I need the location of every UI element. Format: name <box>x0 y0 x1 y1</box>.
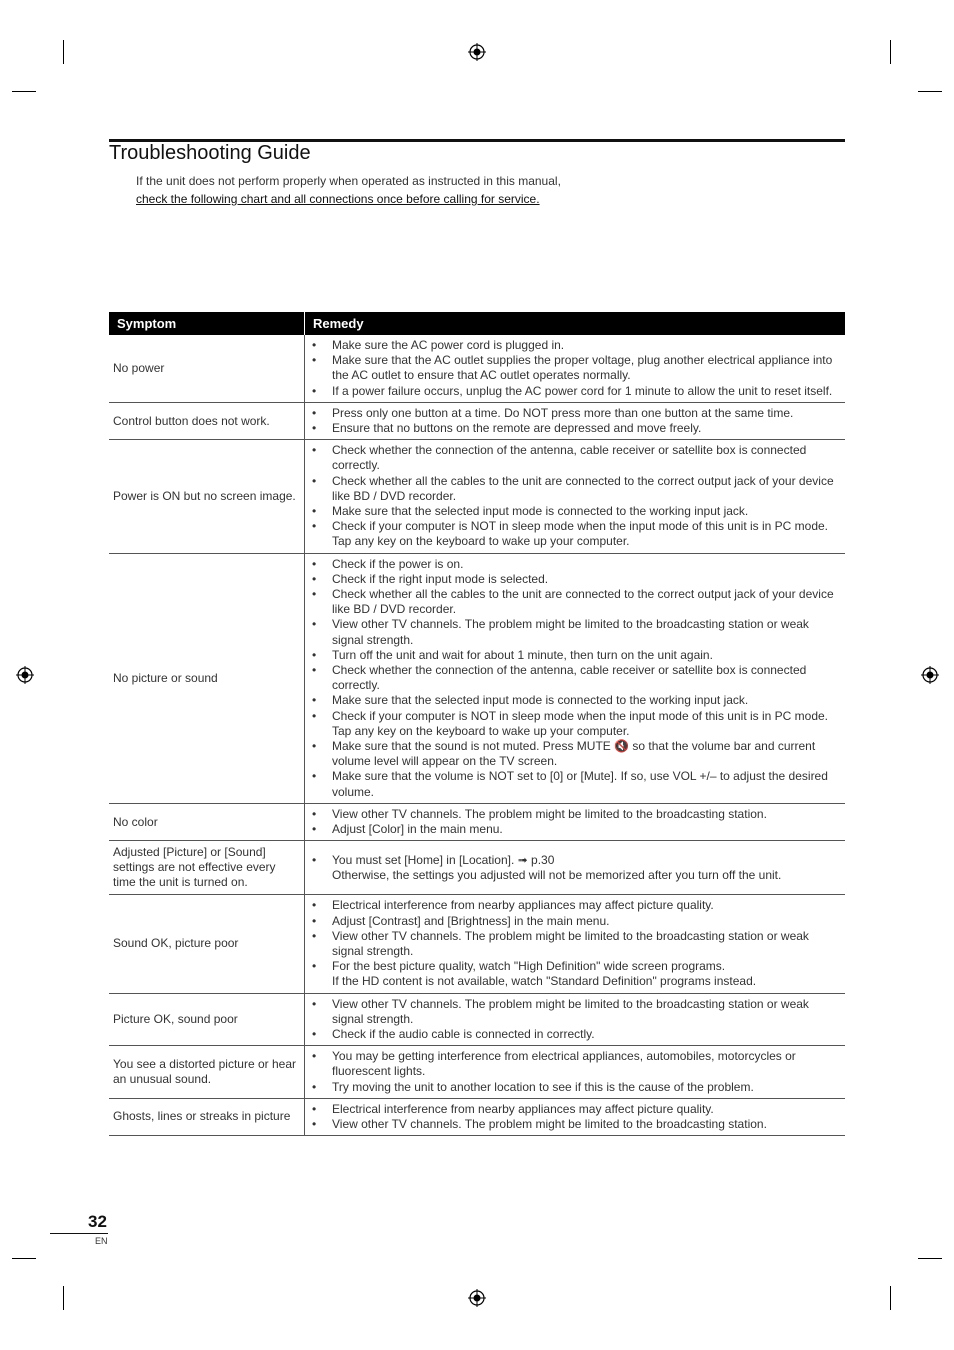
crop-mark <box>63 1286 64 1310</box>
remedy-item: • Check if your computer is NOT in sleep mode when the input mode of this unit is in PC mode. Tap any key on the keyboard to wake up your computer. <box>311 519 841 549</box>
symptom-cell: Picture OK, sound poor <box>109 993 305 1046</box>
remedy-item: • Electrical interference from nearby appliances may affect picture quality. <box>311 898 841 913</box>
remedy-item: • Check whether all the cables to the unit are connected to the correct output jack of your device like BD / DVD recorder. <box>311 474 841 504</box>
remedy-item: • Adjust [Color] in the main menu. <box>311 822 841 837</box>
remedy-item: • Check if the right input mode is selected. <box>311 572 841 587</box>
remedy-item: • View other TV channels. The problem might be limited to the broadcasting station. <box>311 807 841 822</box>
crop-mark <box>63 40 64 64</box>
symptom-cell: Control button does not work. <box>109 402 305 439</box>
remedy-item: • Make sure that the AC outlet supplies the proper voltage, plug another electrical appliance into the AC outlet to ensure that AC outlet operates normally. <box>311 353 841 383</box>
table-row <box>109 841 845 895</box>
remedy-item: • You must set [Home] in [Location]. ➟ p.30 Otherwise, the settings you adjusted will not be memorized after you turn off the unit. <box>311 853 841 883</box>
remedy-item: • Check whether all the cables to the unit are connected to the correct output jack of your device like BD / DVD recorder. <box>311 587 841 617</box>
intro-text <box>136 172 561 208</box>
language-code: EN <box>95 1236 108 1246</box>
remedy-cell <box>305 402 846 439</box>
page-number-rule <box>50 1233 108 1234</box>
table-row <box>109 1046 845 1099</box>
page-title: Troubleshooting Guide <box>109 142 311 164</box>
remedy-list <box>311 1049 841 1095</box>
crop-mark <box>12 91 36 92</box>
intro-emphasis: check the following chart and all connections once before calling for service. <box>136 192 540 206</box>
remedy-item: • Make sure the AC power cord is plugged in. <box>311 338 841 353</box>
table-row <box>109 895 845 993</box>
remedy-item: • Make sure that the volume is NOT set to [0] or [Mute]. If so, use VOL +/– to adjust the desired volume. <box>311 769 841 799</box>
remedy-cell <box>305 993 846 1046</box>
remedy-item: • View other TV channels. The problem might be limited to the broadcasting station or weak signal strength. <box>311 617 841 647</box>
crop-mark <box>890 40 891 64</box>
header-remedy: Remedy <box>305 312 846 335</box>
remedy-item: • Make sure that the selected input mode is connected to the working input jack. <box>311 504 841 519</box>
remedy-item: • Check if your computer is NOT in sleep mode when the input mode of this unit is in PC mode. Tap any key on the keyboard to wake up your computer. <box>311 709 841 739</box>
symptom-cell: Adjusted [Picture] or [Sound] settings are not effective every time the unit is turned on. <box>109 841 305 895</box>
remedy-item: • Adjust [Contrast] and [Brightness] in the main menu. <box>311 914 841 929</box>
troubleshooting-table <box>109 312 845 1136</box>
remedy-item: • If a power failure occurs, unplug the AC power cord for 1 minute to allow the unit to reset itself. <box>311 384 841 399</box>
remedy-item: • Ensure that no buttons on the remote are depressed and move freely. <box>311 421 841 436</box>
remedy-item: • Press only one button at a time. Do NOT press more than one button at the same time. <box>311 406 841 421</box>
symptom-cell: Power is ON but no screen image. <box>109 440 305 553</box>
symptom-cell: Sound OK, picture poor <box>109 895 305 993</box>
symptom-cell: Ghosts, lines or streaks in picture <box>109 1098 305 1135</box>
remedy-item: • Make sure that the selected input mode is connected to the working input jack. <box>311 693 841 708</box>
remedy-list <box>311 898 841 989</box>
remedy-item: • Try moving the unit to another location to see if this is the cause of the problem. <box>311 1080 841 1095</box>
crop-mark <box>890 1286 891 1310</box>
table-body <box>109 335 845 1136</box>
remedy-item: • Check whether the connection of the antenna, cable receiver or satellite box is connected correctly. <box>311 663 841 693</box>
remedy-list <box>311 557 841 800</box>
header-symptom: Symptom <box>109 312 305 335</box>
remedy-list <box>311 406 841 436</box>
crop-mark <box>918 91 942 92</box>
registration-mark-icon <box>921 666 939 684</box>
registration-mark-icon <box>468 43 486 61</box>
registration-mark-icon <box>16 666 34 684</box>
registration-mark-icon <box>468 1289 486 1307</box>
page-number: 32 <box>88 1212 107 1231</box>
table-row <box>109 402 845 439</box>
symptom-cell: No picture or sound <box>109 553 305 803</box>
symptom-cell: You see a distorted picture or hear an unusual sound. <box>109 1046 305 1099</box>
crop-mark <box>12 1258 36 1259</box>
symptom-cell: No color <box>109 803 305 840</box>
remedy-list <box>311 443 841 549</box>
table-header-row <box>109 312 845 335</box>
intro-line: If the unit does not perform properly when operated as instructed in this manual, <box>136 174 561 188</box>
remedy-item: • View other TV channels. The problem might be limited to the broadcasting station or weak signal strength. <box>311 929 841 959</box>
remedy-cell <box>305 440 846 553</box>
remedy-item: • Electrical interference from nearby appliances may affect picture quality. <box>311 1102 841 1117</box>
remedy-cell <box>305 1098 846 1135</box>
remedy-cell <box>305 335 846 402</box>
remedy-list <box>311 807 841 837</box>
remedy-item: • View other TV channels. The problem might be limited to the broadcasting station or weak signal strength. <box>311 997 841 1027</box>
remedy-list <box>311 338 841 399</box>
symptom-cell: No power <box>109 335 305 402</box>
table-row <box>109 803 845 840</box>
table-row <box>109 993 845 1046</box>
remedy-item: • Make sure that the sound is not muted. Press MUTE 🔇 so that the volume bar and current volume level will appear on the TV screen. <box>311 739 841 769</box>
table-row <box>109 440 845 553</box>
remedy-cell <box>305 895 846 993</box>
remedy-item: • View other TV channels. The problem might be limited to the broadcasting station. <box>311 1117 841 1132</box>
remedy-item: • Check if the power is on. <box>311 557 841 572</box>
remedy-item: • For the best picture quality, watch "High Definition" wide screen programs. If the HD content is not available, watch "Standard Definition" programs instead. <box>311 959 841 989</box>
table-row <box>109 335 845 402</box>
remedy-list <box>311 997 841 1043</box>
remedy-item: • Turn off the unit and wait for about 1 minute, then turn on the unit again. <box>311 648 841 663</box>
remedy-item: • You may be getting interference from electrical appliances, automobiles, motorcycles or fluorescent lights. <box>311 1049 841 1079</box>
remedy-list <box>311 853 841 883</box>
remedy-item: • Check whether the connection of the antenna, cable receiver or satellite box is connected correctly. <box>311 443 841 473</box>
table-row <box>109 553 845 803</box>
remedy-cell <box>305 553 846 803</box>
remedy-cell <box>305 841 846 895</box>
remedy-item: • Check if the audio cable is connected in correctly. <box>311 1027 841 1042</box>
remedy-list <box>311 1102 841 1132</box>
table-row <box>109 1098 845 1135</box>
remedy-cell <box>305 803 846 840</box>
remedy-cell <box>305 1046 846 1099</box>
crop-mark <box>918 1258 942 1259</box>
